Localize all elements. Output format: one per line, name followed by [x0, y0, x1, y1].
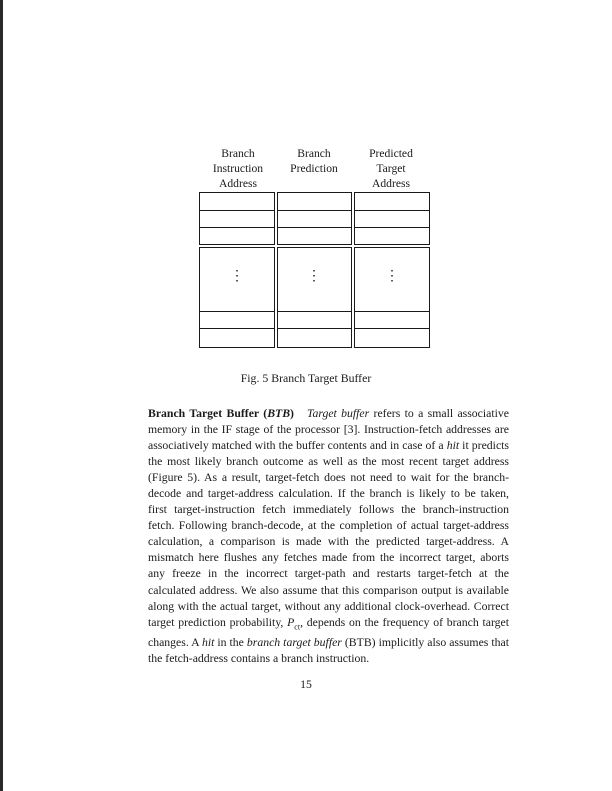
table-cell	[277, 227, 352, 245]
page-number: 15	[300, 677, 312, 691]
header-predicted-target-address: Predicted Target Address	[369, 147, 413, 190]
table-cell	[277, 328, 352, 348]
term-target-buffer: Target buffer	[306, 407, 370, 420]
scan-edge	[0, 0, 3, 791]
paragraph-text-5: (BTB) implicitly also assumes that the fetch-address contains a branch instruction.	[148, 636, 509, 666]
table-cell	[199, 311, 275, 329]
table-cell	[354, 311, 430, 329]
table-cell	[199, 192, 275, 211]
body-paragraph	[148, 406, 509, 667]
vertical-ellipsis: ⋮	[307, 269, 321, 284]
table-cell	[199, 328, 275, 348]
paragraph-text-1: refers to a small associative memory in the IF stage of the processor [3]. Instruction-fetch addresses are associatively matched with the buffer contents and in case of a	[148, 407, 509, 453]
vertical-ellipsis: ⋮	[385, 269, 399, 284]
header-branch-instruction-address: Branch Instruction Address	[212, 147, 264, 190]
header-branch-prediction: Branch Prediction	[290, 147, 338, 175]
table-cell	[277, 311, 352, 329]
term-branch-target-buffer: branch target buffer	[246, 636, 342, 649]
table-cell	[354, 227, 430, 245]
heading-abbrev-close: )	[290, 407, 294, 420]
p-subscript: ct	[294, 621, 301, 631]
btb-table	[199, 192, 430, 348]
table-cell	[354, 192, 430, 211]
figure-caption: Fig. 5 Branch Target Buffer	[240, 371, 372, 385]
table-cell	[354, 328, 430, 348]
term-hit: hit	[446, 439, 460, 453]
paragraph-text-4: in the	[214, 636, 247, 649]
paragraph-text-3: , depends on the frequency of branch target changes. A	[148, 615, 509, 649]
table-cell	[199, 227, 275, 245]
heading-abbrev-open: (	[258, 407, 268, 420]
table-cell	[277, 210, 352, 228]
p-symbol: P	[287, 615, 295, 629]
vertical-ellipsis: ⋮	[230, 269, 244, 284]
paragraph-heading: Branch Target Buffer	[148, 407, 259, 420]
term-hit-2: hit	[201, 636, 215, 649]
table-cell	[354, 210, 430, 228]
paragraph-text-2: it predicts the most likely branch outcome as well as the most recent target address (Figure 5). As a result, target-fetch does not need to wait for the branch-decode and target-address calculation. If the branch is likely to be taken, first target-instruction fetch immediately follows the branch-instruction fetch. Following branch-decode, at the completion of actual target-address calculation, a comparison is made with the predicted target-address. A mismatch here flushes any fetches made from the incorrect target, aborts any freeze in the incorrect target-path and restarts target-fetch at the calculated address. We also assume that this comparison output is available along with the actual target, without any additional clock-overhead. Correct target prediction probability,	[148, 439, 509, 629]
heading-abbrev: BTB	[267, 407, 291, 420]
table-cell	[277, 192, 352, 211]
table-cell	[199, 210, 275, 228]
